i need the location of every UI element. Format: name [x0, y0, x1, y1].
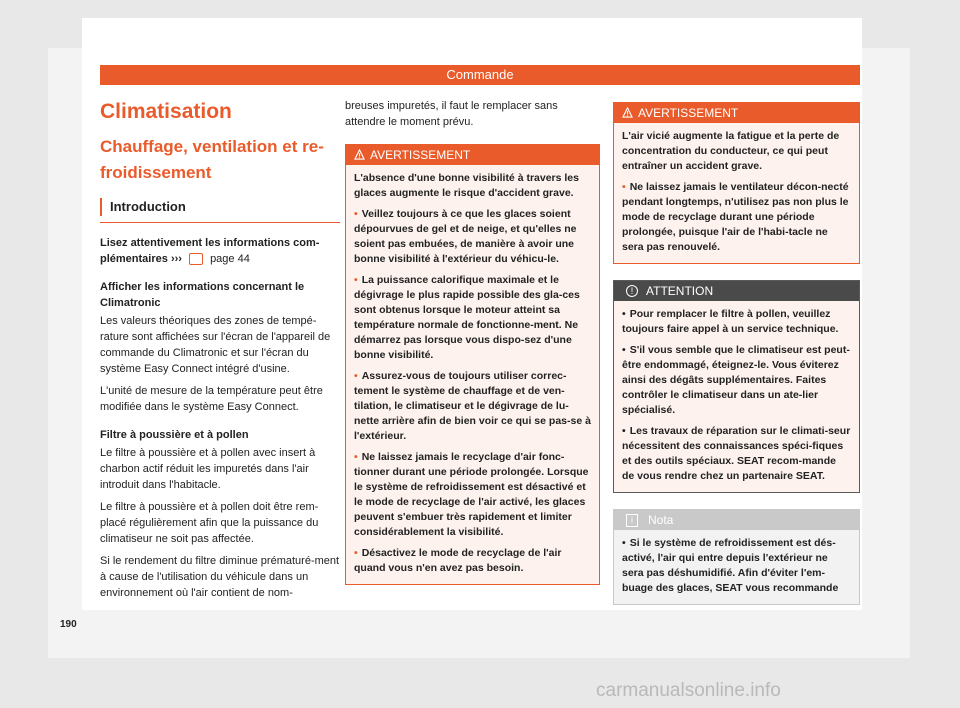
- bullet-icon: •: [622, 425, 626, 437]
- note-title: Nota: [648, 513, 674, 527]
- warning-body: [614, 123, 859, 263]
- bullet-icon: •: [622, 344, 626, 356]
- bullet-icon: •: [622, 181, 626, 193]
- attention-bullet: • Pour remplacer le filtre à pollen, veuillez toujours faire appel à un service technique.: [622, 308, 839, 335]
- section-title-line2: froidissement: [100, 163, 212, 182]
- paragraph: Les valeurs théoriques des zones de tempé-rature sont affichées sur l'écran de l'appareil de commande du Climatronic et sur l'écran du système Easy Connect intégré d'usine.: [100, 315, 331, 375]
- warning-bullet: • Ne laissez jamais le ventilateur décon-necté pendant longtemps, n'utilisez pas non plus le mode de recyclage durant une période prolongée, puisque l'air de l'habi-tacle ne sera pas renouvelé.: [622, 181, 849, 253]
- lead-text: Lisez attentivement les informations com-plémentaires: [100, 237, 320, 265]
- section-title: [100, 134, 340, 186]
- bullet-icon: •: [354, 370, 358, 382]
- bullet-icon: •: [354, 274, 358, 286]
- warning-bullet: • La puissance calorifique maximale et le dégivrage le plus rapide possible des gla-ces sont obtenus lorsque le moteur atteint sa température normale de fonctionne-ment. Ne démarrez pas lorsque vous dispo-sez d'une bonne visibilité.: [354, 274, 580, 361]
- attention-title: ATTENTION: [646, 284, 714, 298]
- attention-icon: !: [626, 285, 638, 297]
- note-bullet: • Si le système de refroidissement est dés-activé, l'air qui entre depuis l'extérieur ne sera pas déshumidifié. Afin d'éviter l'em-buage des glaces, SEAT vous recommande: [622, 537, 839, 594]
- paragraph: breuses impuretés, il faut le remplacer sans attendre le moment prévu.: [345, 100, 558, 128]
- section-title-line1: Chauffage, ventilation et re-: [100, 137, 324, 156]
- paragraph: Si le rendement du filtre diminue prématuré-ment à cause de l'utilisation du véhicule dans un environnement où l'air contient de nom-: [100, 555, 340, 599]
- warning-triangle-icon: [354, 149, 365, 160]
- watermark: carmanualsonline.info: [596, 680, 781, 701]
- section-header: Commande: [100, 65, 860, 85]
- warning-bullet: • Veillez toujours à ce que les glaces soient dépourvues de gel et de neige, et qu'elles ne soient pas embuées, de manière à avoir une bonne visibilité à l'extérieur du véhicu-le.: [354, 208, 577, 265]
- warning-box: [613, 102, 860, 264]
- lead-paragraph: [100, 235, 340, 267]
- warning-box: [345, 144, 600, 585]
- note-box: [613, 509, 860, 605]
- subheading-filter: Filtre à poussière et à pollen: [100, 429, 249, 441]
- bullet-icon: •: [354, 208, 358, 220]
- paragraph: Le filtre à poussière et à pollen avec insert à charbon actif réduit les impuretés dans l'air introduit dans l'habitacle.: [100, 447, 316, 491]
- warning-triangle-icon: [622, 107, 633, 118]
- warning-bullet: • Désactivez le mode de recyclage de l'air quand vous n'en avez pas besoin.: [354, 547, 562, 574]
- warning-bullet: • Assurez-vous de toujours utiliser correc-tement le système de chauffage et de ven-tilation, le climatiseur et le dégivrage de lu-nette arrière afin de bien voir ce qui se pas-se à l'extérieur.: [354, 370, 591, 442]
- warning-header: [614, 103, 859, 123]
- attention-header: [614, 281, 859, 301]
- warning-intro: L'air vicié augmente la fatigue et la perte de concentration du conducteur, ce qui peut entraîner un accident grave.: [622, 130, 840, 172]
- page-ref-link[interactable]: page 44: [210, 253, 250, 265]
- book-icon: [189, 253, 203, 265]
- bullet-icon: •: [354, 451, 358, 463]
- ref-arrows: ›››: [170, 253, 182, 265]
- attention-body: [614, 301, 859, 492]
- bullet-icon: •: [622, 308, 626, 320]
- column-3: [613, 98, 860, 605]
- page-number: 190: [60, 619, 77, 630]
- subheading-climatronic: Afficher les informations concernant le Climatronic: [100, 281, 305, 309]
- intro-marker: [100, 198, 102, 216]
- page-title: Climatisation: [100, 100, 232, 123]
- intro-label: Introduction: [110, 199, 186, 214]
- paragraph: Le filtre à poussière et à pollen doit être rem-placé régulièrement afin que la puissance du climatiseur ne soit pas affectée.: [100, 501, 319, 545]
- note-body: [614, 530, 859, 604]
- warning-bullet: • Ne laissez jamais le recyclage d'air fonc-tionner durant une période prolongée. Lorsque le système de refroidissement est désactivé et le mode de recyclage de l'air activé, les glaces peuvent s'embuer très rapidement et limiter considérablement la visibilité.: [354, 451, 589, 538]
- column-2: [345, 98, 600, 585]
- warning-title: AVERTISSEMENT: [638, 106, 739, 120]
- intro-heading: [100, 196, 340, 223]
- info-icon: i: [626, 514, 638, 527]
- warning-title: AVERTISSEMENT: [370, 148, 471, 162]
- warning-intro: L'absence d'une bonne visibilité à travers les glaces augmente le risque d'accident grave.: [354, 172, 579, 199]
- paragraph: L'unité de mesure de la température peut être modifiée dans le système Easy Connect.: [100, 385, 323, 413]
- attention-box: [613, 280, 860, 493]
- attention-bullet: • Les travaux de réparation sur le climati-seur nécessitent des connaissances spéci-fiques et des outils spéciaux. SEAT recom-mande de vous rendre chez un partenaire SEAT.: [622, 425, 851, 482]
- attention-bullet: • S'il vous semble que le climatiseur est peut-être endommagé, éteignez-le. Vous éviterez ainsi des dégâts supplémentaires. Faites contrôler le climatiseur dans un ate-lier spécialisé.: [622, 344, 850, 416]
- bullet-icon: •: [622, 537, 626, 549]
- column-1: [100, 98, 340, 607]
- warning-header: [346, 145, 599, 165]
- bullet-icon: •: [354, 547, 358, 559]
- note-header: [614, 510, 859, 530]
- warning-body: [346, 165, 599, 584]
